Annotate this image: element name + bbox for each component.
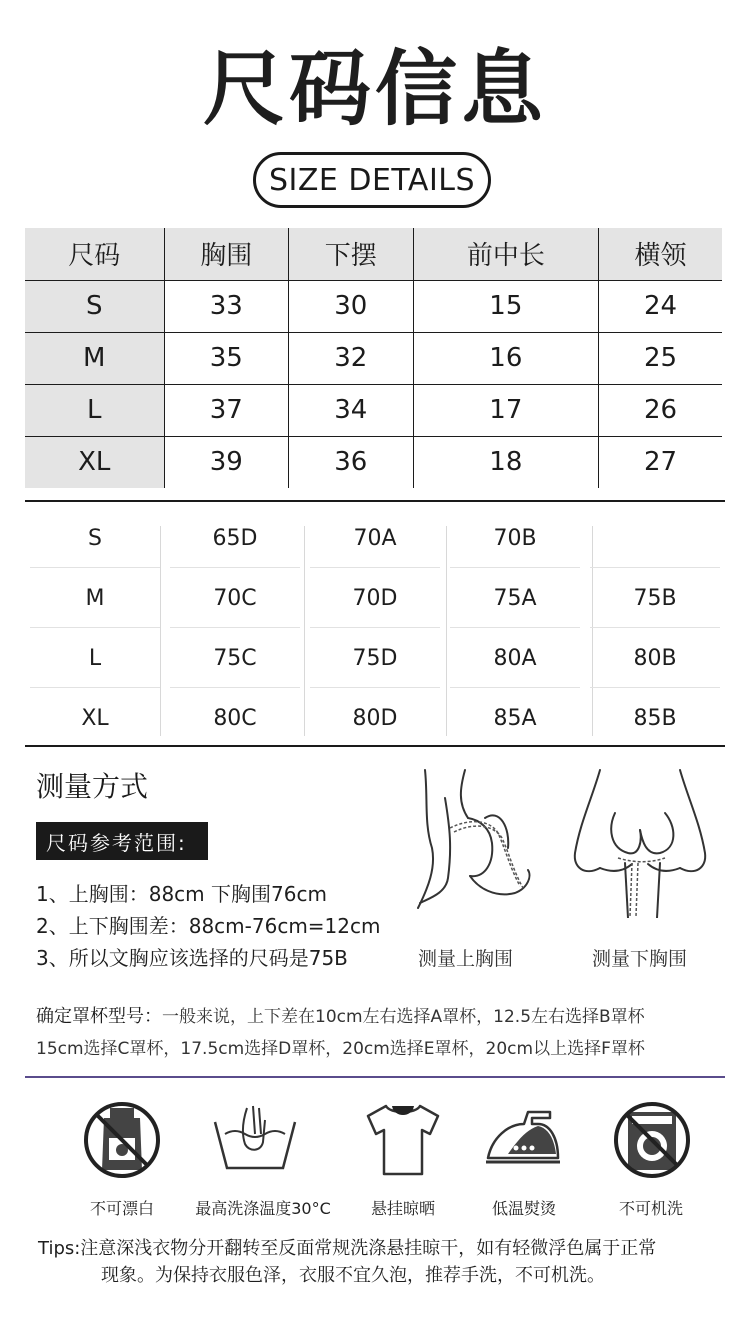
value-cell: 34 <box>289 384 414 436</box>
table-row <box>25 568 725 628</box>
bra-size-cell <box>585 508 725 568</box>
hang-dry-icon <box>348 1100 458 1180</box>
no-machine-wash-icon <box>597 1100 707 1180</box>
page-title: 尺码信息 <box>202 42 547 137</box>
value-cell: 27 <box>599 436 722 488</box>
under-bust-figure <box>570 768 710 918</box>
bra-size-cell: 80C <box>213 705 257 731</box>
bra-size-cell: 65D <box>165 508 305 568</box>
value-cell: 26 <box>599 384 722 436</box>
value-cell: 24 <box>599 280 722 332</box>
tips-line: Tips:注意深浅衣物分开翻转至反面常规洗涤悬挂晾干，如有轻微浮色属于正常 <box>38 1238 657 1259</box>
bra-size-cell: 80A <box>445 628 585 688</box>
cup-guide-label: 确定罩杯型号： <box>36 1006 162 1027</box>
table-row <box>25 628 725 688</box>
bra-size-cell: 75B <box>585 568 725 628</box>
bra-size-cell: 75D <box>305 628 445 688</box>
size-cell: S <box>25 280 164 332</box>
upper-bust-figure <box>410 768 550 918</box>
cup-guide-line: 15cm选择C罩杯，17.5cm选择D罩杯，20cm选择E罩杯，20cm以上选择F罩杯 <box>36 1039 645 1059</box>
header-cell: 尺码 <box>25 228 164 280</box>
table-row <box>25 508 725 568</box>
care-label: 不可漂白 <box>89 1199 154 1218</box>
bra-size-cell: 70C <box>165 568 305 628</box>
measure-step: 3、所以文胸应该选择的尺码是75B <box>36 946 348 970</box>
care-label: 最高洗涤温度30°C <box>195 1199 331 1218</box>
care-tips <box>38 1235 718 1289</box>
measure-step: 2、上下胸围差：88cm-76cm=12cm <box>36 914 381 938</box>
divider <box>25 500 725 502</box>
value-cell: 17 <box>413 384 599 436</box>
measure-title: 测量方式 <box>36 770 149 803</box>
bra-size-cell: 75C <box>165 628 305 688</box>
value-cell: 36 <box>289 436 414 488</box>
wash-30-icon <box>200 1100 310 1180</box>
bra-size-cell: 80D <box>352 705 398 731</box>
value-cell: 33 <box>164 280 289 332</box>
value-cell: 39 <box>164 436 289 488</box>
size-reference-label: 尺码参考范围: <box>36 822 208 860</box>
low-iron-icon <box>468 1100 578 1180</box>
size-cell: M <box>25 568 165 628</box>
header-cell: 胸围 <box>164 228 289 280</box>
value-cell: 35 <box>164 332 289 384</box>
size-cell: XL <box>25 436 164 488</box>
value-cell: 18 <box>413 436 599 488</box>
table-row <box>25 436 722 488</box>
measure-step: 1、上胸围：88cm 下胸围76cm <box>36 882 327 906</box>
size-cell: M <box>25 332 164 384</box>
tips-line: 现象。为保持衣服色泽，衣服不宜久泡，推荐手洗，不可机洗。 <box>101 1265 605 1286</box>
care-label: 不可机洗 <box>618 1199 683 1218</box>
value-cell: 25 <box>599 332 722 384</box>
care-label: 低温熨烫 <box>491 1199 556 1218</box>
cup-guide-text: 一般来说，上下差在10cm左右选择A罩杯，12.5左右选择B罩杯 <box>162 1007 645 1027</box>
header-cell: 前中长 <box>413 228 599 280</box>
figure-caption: 测量下胸围 <box>592 948 688 970</box>
bra-size-cell: 80B <box>585 628 725 688</box>
bra-size-cell: 70A <box>305 508 445 568</box>
size-cell: S <box>25 508 165 568</box>
size-table-header <box>25 228 722 280</box>
bra-size-cell: 70B <box>445 508 585 568</box>
value-cell: 16 <box>413 332 599 384</box>
size-table <box>25 228 722 488</box>
care-label: 悬挂晾晒 <box>370 1199 435 1218</box>
bra-size-cell: 70D <box>305 568 445 628</box>
bra-size-cell: 85B <box>633 705 677 731</box>
table-row <box>25 688 725 748</box>
bra-size-cell: 85A <box>493 705 537 731</box>
subtitle-badge <box>253 152 491 208</box>
value-cell: 37 <box>164 384 289 436</box>
bra-size-table <box>25 508 725 748</box>
value-cell: 15 <box>413 280 599 332</box>
accent-divider <box>25 1076 725 1078</box>
size-cell: L <box>25 384 164 436</box>
table-row <box>25 332 722 384</box>
table-row <box>25 384 722 436</box>
size-cell: L <box>25 628 165 688</box>
cup-guide-line <box>36 1002 726 1032</box>
no-bleach-icon <box>67 1100 177 1180</box>
value-cell: 32 <box>289 332 414 384</box>
divider <box>25 745 725 747</box>
size-cell: XL <box>81 705 109 731</box>
header-cell: 下摆 <box>289 228 414 280</box>
subtitle-text: SIZE DETAILS <box>268 162 476 198</box>
figure-caption: 测量上胸围 <box>418 948 514 970</box>
bra-size-cell: 75A <box>445 568 585 628</box>
table-row <box>25 280 722 332</box>
header-cell: 横领 <box>599 228 722 280</box>
value-cell: 30 <box>289 280 414 332</box>
